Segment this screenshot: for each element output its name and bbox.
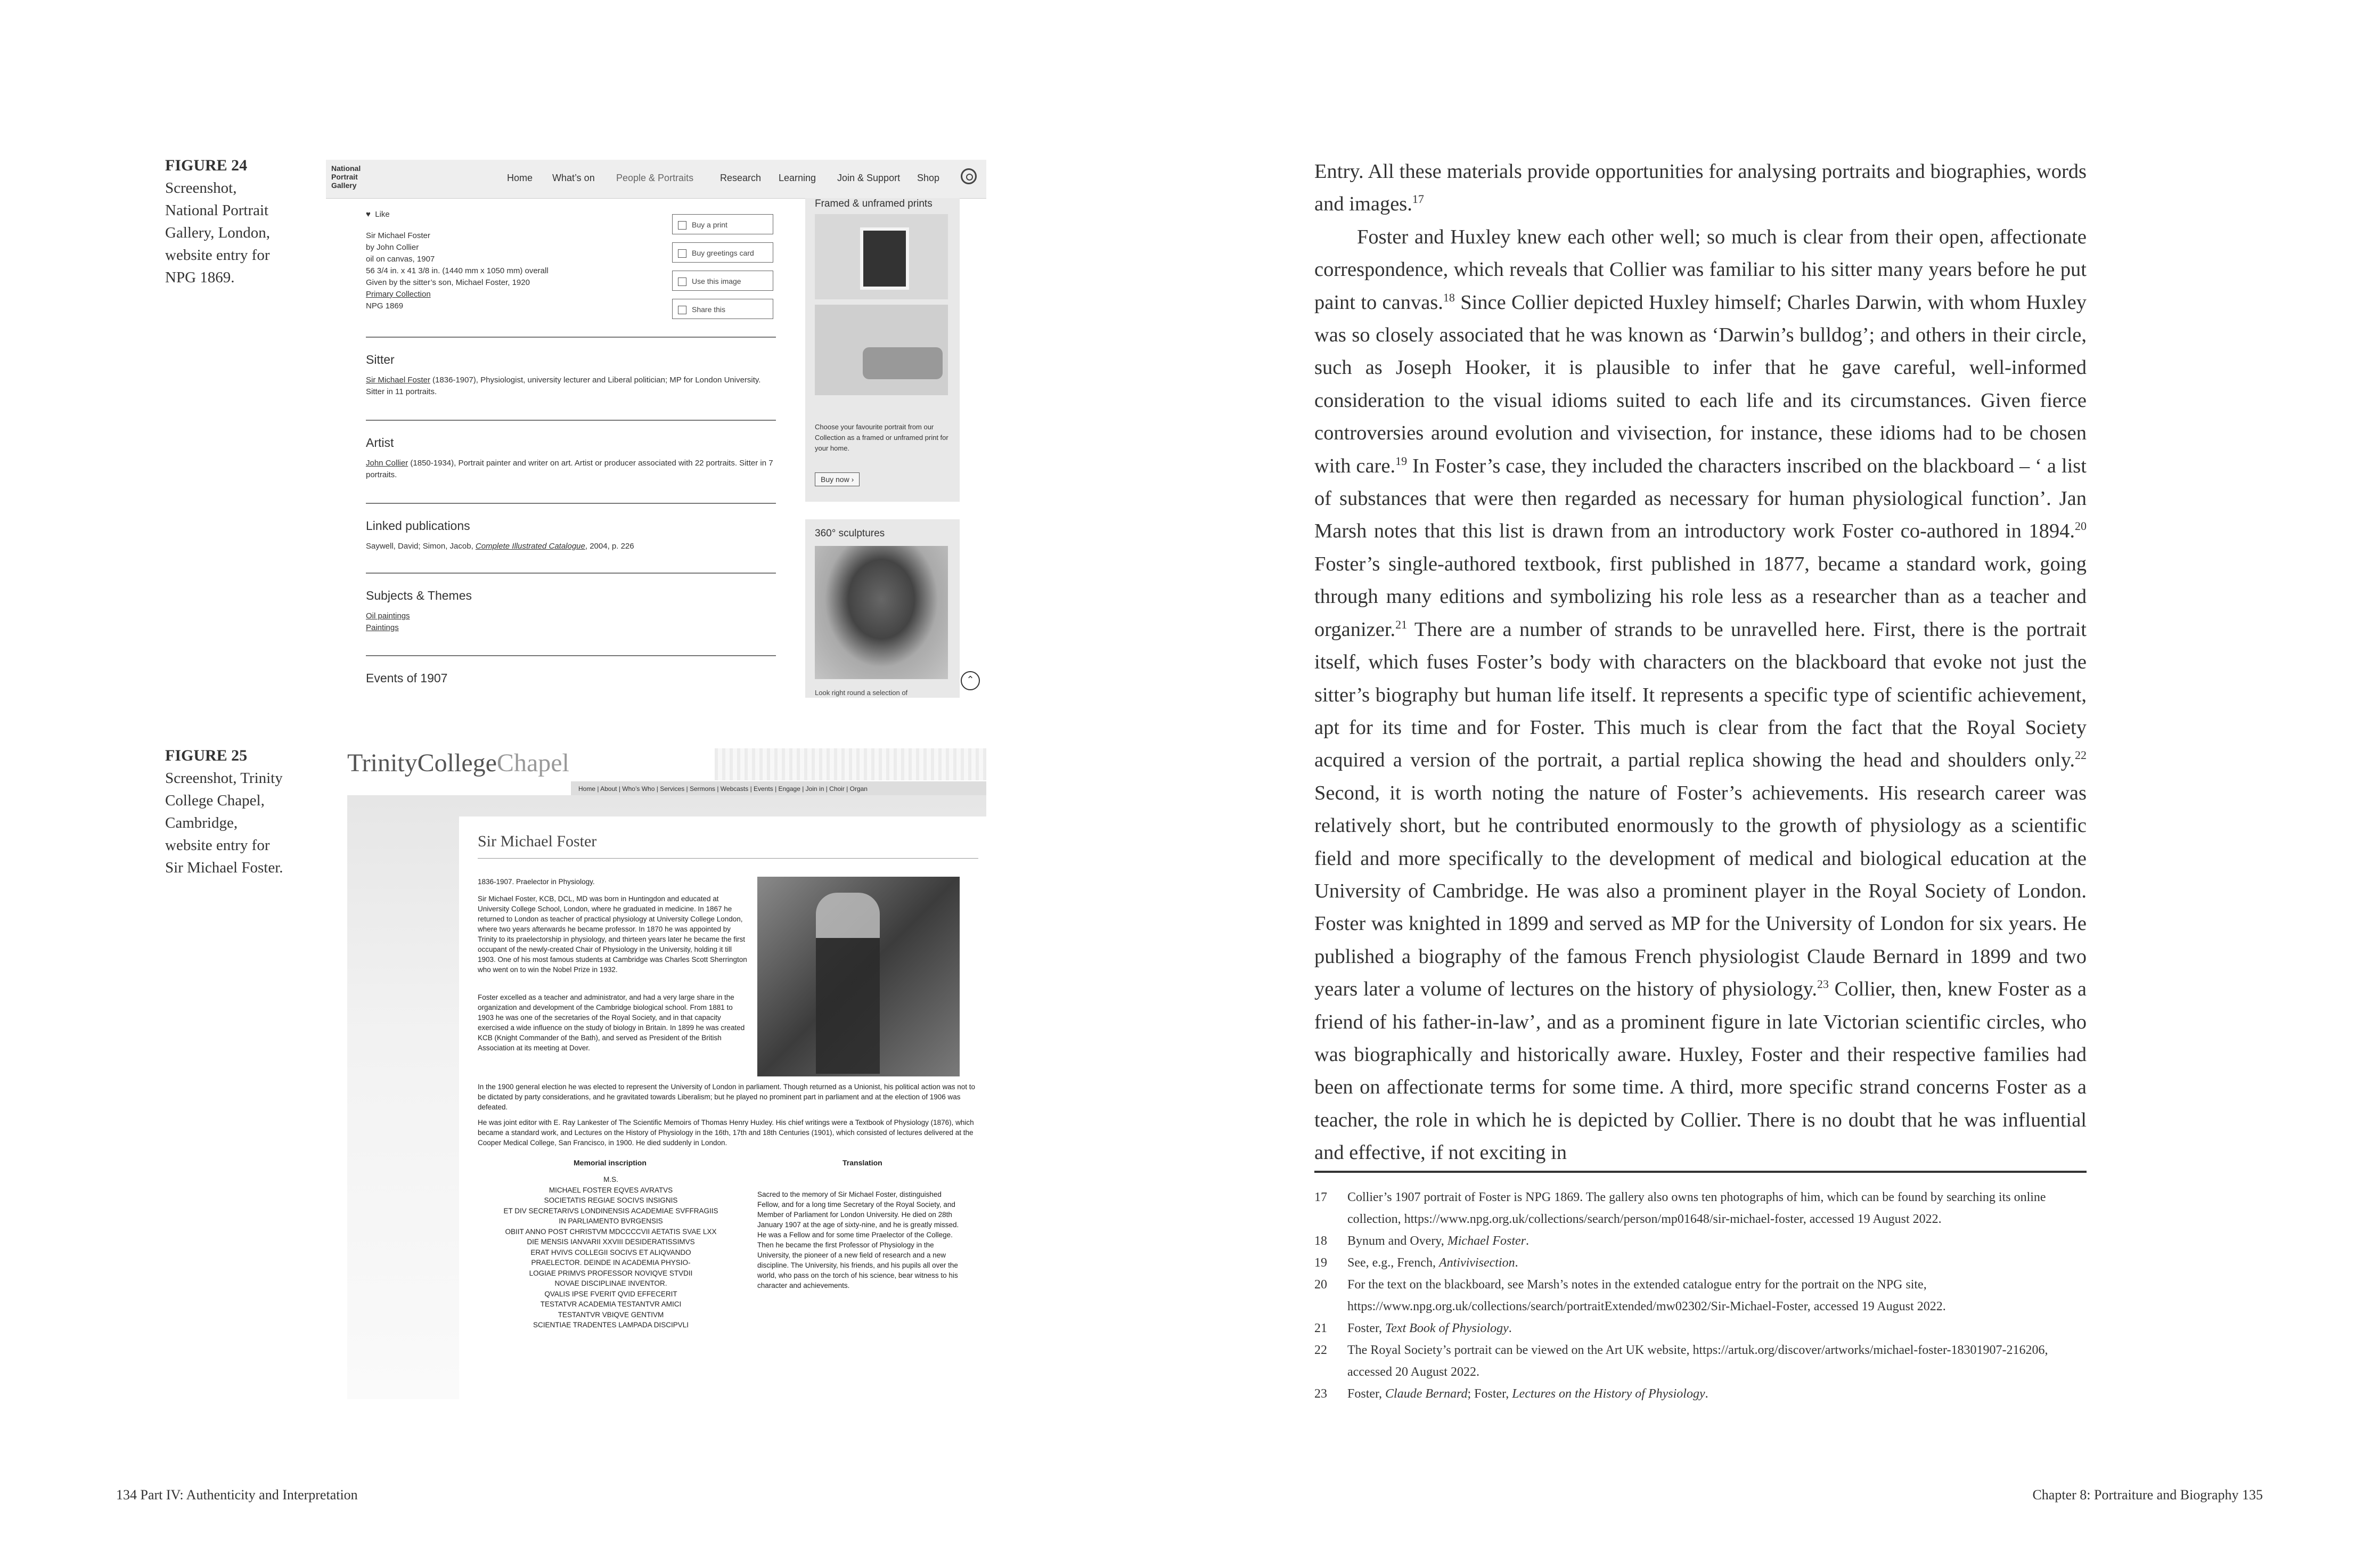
- section-heading: Events of 1907: [366, 671, 448, 685]
- sitter-link[interactable]: Sir Michael Foster: [366, 375, 430, 385]
- caption-line: National Portrait: [165, 202, 269, 219]
- catalogue-link[interactable]: Complete Illustrated Catalogue: [475, 542, 585, 551]
- detail-line: by John Collier: [366, 243, 419, 252]
- caption-line: Cambridge,: [165, 814, 238, 831]
- paragraph: Entry. All these materials provide opportunities for analysing portraits and biographies, words and images.$^{17}$: [1314, 160, 2087, 216]
- prints-panel: [805, 198, 960, 502]
- caption-line: Screenshot, Trinity: [165, 770, 283, 787]
- artist-text: (1850-1934), Portrait painter and writer on art. Artist or producer associated with 22 portraits. Sitter in 7 portraits.: [366, 459, 773, 479]
- site-nav[interactable]: Home | About | Who’s Who | Services | Sermons | Webcasts | Events | Engage | Join in | Choir | Organ: [571, 781, 986, 796]
- paragraph: 1836-1907. Praelector in Physiology.: [478, 878, 595, 886]
- footnote: 22 The Royal Society’s portrait can be viewed on the Art UK website, https://artuk.org/discover/artworks/michael-foster-18301907-216206, accessed 20 August 2022.: [1314, 1343, 2048, 1379]
- like-button[interactable]: [366, 209, 390, 221]
- scroll-up-icon[interactable]: ⌃: [961, 671, 980, 690]
- buy-card-button[interactable]: Buy greetings card: [672, 242, 773, 263]
- subject-link[interactable]: Paintings: [366, 623, 399, 632]
- detail-line: NPG 1869: [366, 301, 404, 311]
- nav-research[interactable]: Research: [720, 173, 762, 183]
- footnote-ref[interactable]: 19: [1395, 454, 1408, 468]
- sculptures-panel: [805, 519, 960, 698]
- subjects-section: [366, 573, 776, 634]
- caption-line: Sir Michael Foster.: [165, 859, 283, 876]
- interior-image: [815, 305, 948, 395]
- panel-text: Look right round a selection of: [815, 689, 908, 697]
- paragraph: He was joint editor with E. Ray Lankester of The Scientific Memoirs of Thomas Henry Huxley. His chief writings were a Textbook of Physiology (1876), which became a standard work, and Lectures on the History of Physiology in the 16th, 17th and 18th Centuries (1901), which consisted of lectures delivered at the Cooper Medical College, San Francisco, in 1900. He died suddenly in London.: [478, 1119, 974, 1147]
- caption-line: College Chapel,: [165, 792, 265, 809]
- nav-whats-on[interactable]: What’s on: [552, 173, 595, 183]
- paragraph: Foster excelled as a teacher and administrator, and had a very large share in the organization and development of the Cambridge biological school. From 1881 to 1903 he was one of the secretaries of the Royal Society, and in that capacity exercised a wide influence on the study of biology in Britain. In 1899 he was created KCB (Knight Commander of the Bath), and served as President of the British Association at its meeting at Dover.: [478, 993, 745, 1052]
- footnote-ref[interactable]: 17: [1412, 192, 1424, 206]
- print-icon: [678, 221, 686, 230]
- npg-logo[interactable]: National Portrait Gallery: [331, 164, 361, 190]
- detail-line: Given by the sitter’s son, Michael Foster, 1920: [366, 278, 530, 287]
- caption-line: Screenshot,: [165, 179, 237, 197]
- figure-label: FIGURE 25: [165, 747, 248, 764]
- page-title: Sir Michael Foster: [478, 832, 597, 850]
- right-folio: Chapter 8: Portraiture and Biography 135: [2032, 1487, 2263, 1503]
- section-heading: Linked publications: [366, 519, 470, 533]
- heart-icon: ♥: [366, 210, 371, 219]
- card-icon: [678, 249, 686, 258]
- nav-shop[interactable]: Shop: [917, 173, 940, 183]
- trinity-screenshot: [326, 748, 986, 1399]
- buy-now-button[interactable]: Buy now ›: [815, 472, 860, 486]
- panel-title: Framed & unframed prints: [815, 198, 933, 209]
- primary-collection-link[interactable]: Primary Collection: [366, 290, 431, 299]
- footnote-ref[interactable]: 23: [1817, 977, 1829, 991]
- nav-home[interactable]: Home: [507, 173, 533, 183]
- npg-screenshot: [326, 160, 986, 698]
- subject-link[interactable]: Oil paintings: [366, 611, 410, 621]
- footnote-ref[interactable]: 22: [2075, 748, 2087, 762]
- header-decoration: [715, 748, 986, 780]
- footnote: 17 Collier’s 1907 portrait of Foster is NPG 1869. The gallery also owns ten photographs of him, which can be found by searching its online collection, https://www.npg.org.uk/collections/search/person/mp01648/sir-michael-foster, accessed 19 August 2022.: [1314, 1190, 2046, 1226]
- caption-line: website entry for: [165, 837, 270, 854]
- panel-text: Choose your favourite portrait from our Collection as a framed or unframed print for your home.: [815, 423, 948, 452]
- figure-25-caption: [165, 745, 288, 879]
- search-icon[interactable]: [961, 168, 977, 184]
- image-icon: [678, 277, 686, 286]
- bust-image: [815, 546, 948, 679]
- footnote: 19 See, e.g., French, Antivivisection.: [1314, 1256, 1518, 1270]
- caption-line: NPG 1869.: [165, 269, 235, 286]
- memorial-heading: Memorial inscription: [574, 1158, 647, 1167]
- footnote-ref[interactable]: 20: [2075, 519, 2087, 533]
- detail-line: 56 3/4 in. x 41 3/8 in. (1440 mm x 1050 mm) overall: [366, 266, 549, 275]
- left-folio: 134 Part IV: Authenticity and Interpretation: [116, 1487, 358, 1503]
- footnote-ref[interactable]: 18: [1443, 290, 1455, 304]
- body-text: [1314, 156, 2087, 1170]
- figure-label: FIGURE 24: [165, 157, 248, 174]
- share-icon: [678, 306, 686, 314]
- nav-join-support[interactable]: Join & Support: [837, 173, 901, 183]
- artist-section: [366, 420, 776, 481]
- caption-line: website entry for: [165, 247, 270, 264]
- sitter-text: (1836-1907), Physiologist, university lecturer and Liberal politician; MP for London University. Sitter in 11 portraits.: [366, 375, 761, 396]
- paragraph: Foster and Huxley knew each other well; so much is clear from their open, affectionate correspondence, which reveals that Collier was familiar to his sitter many years before he put paint to canvas.$^{18}$ Since Collier depicted Huxley himself; Charles Darwin, with whom Huxley was so closely associated that he was known as ‘Darwin’s bulldog’; and others in their circle, such as Joseph Hooker, it is plausible to infer that he gave careful, well-informed consideration to the visual idioms suited to each life and its circumstances. Given fierce controversies around evolution and vivisection, for instance, these idioms had to be chosen with care.$^{19}$ In Foster’s case, they included the characters inscribed on the blackboard – ‘ a list of substances that were then regarded as necessary for human physiological function’. Jan Marsh notes that this list is drawn from an introductory work Foster co-authored in 1894.20 Foster’s single-authored textbook, first published in 1877, became a standard work, going through many editions and symbolizing his role less as a researcher than as a teacher and organizer.$^{21}$ There are a number of strands to be unravelled here. First, there is the portrait itself, which fuses Foster’s body with characters on the blackboard that evoke not just the sitter’s biography but human life itself. It represents a specific type of scientific achievement, apt for its time and for Foster. This much is clear from the fact that the Royal Society acquired a version of the portrait, a partial replica showing the head and shoulders only.$^{22}$ Second, it is worth noting the nature of Foster’s achievements. His research career was relatively short, but he contributed enormously to the growth of physiology as a scientific field and more specifically to the development of medical and biological education at the University of Cambridge. He was also a prominent player in the Royal Society of London. Foster was knighted in 1899 and served as MP for the University of London for six years. He published a biography of the famous French physiologist Claude Bernard in 1899 and two years later a volume of lectures on the history of physiology.$^{23}$ Collier, then, knew Foster as a friend of his father-in-law’, and as a prominent figure in late Victorian scientific circles, who was biographically and historically aware. Huxley, Foster and their respective families had been on affectionate terms for some time. A third, more specific strand concerns Foster as a teacher, the role in which he is depicted by Collier. There is no doubt that he was influential and effective, if not exciting in: [1314, 225, 2087, 1164]
- footnote: 23 Foster, Claude Bernard; Foster, Lectures on the History of Physiology.: [1314, 1387, 1708, 1401]
- article: [459, 817, 986, 1399]
- section-heading: Sitter: [366, 353, 395, 366]
- footnote-rule: [1314, 1171, 2087, 1173]
- nav-learning[interactable]: Learning: [779, 173, 816, 183]
- detail-line: Sir Michael Foster: [366, 231, 430, 240]
- content-area: [347, 795, 986, 1399]
- caption-line: Gallery, London,: [165, 224, 271, 241]
- translation-heading: Translation: [843, 1158, 882, 1167]
- section-heading: Subjects & Themes: [366, 589, 472, 602]
- buy-print-button[interactable]: Buy a print: [672, 214, 773, 234]
- foster-photo: [757, 877, 960, 1076]
- detail-line: oil on canvas, 1907: [366, 255, 435, 264]
- latin-inscription: M.S. MICHAEL FOSTER EQVES AVRATVS SOCIETATIS REGIAE SOCIVS INSIGNIS ET DIV SECRETARIVS LONDINENSIS ACADEMIAE SVFFRAGIIS IN PARLIAMENTO BVRGENSIS OBIIT ANNO POST CHRISTVM MDCCCCVII AETATIS SVAE LXX DIE MENSIS IANVARII XXVIII DESIDERATISSIMVS ERAT HVIVS COLLEGII SOCIVS ET ALIQVANDO PRAELECTOR. DEINDE IN ACADEMIA PHYSIO- LOGIAE PRIMVS PROFESSOR NOVIQVE STVDII NOVAE DISCIPLINAE INVENTOR. QVALIS IPSE FVERIT QVID EFFECERIT TESTATVR ACADEMIA TESTANTVR AMICI TESTANTVR VBIQVE GENTIVM SCIENTIAE TRADENTES LAMPADA DISCIPVLI: [503, 1176, 718, 1329]
- paragraph: In the 1900 general election he was elected to represent the University of London in parliament. Though returned as a Unionist, his political action was not to be dictated by party considerations, and he gravitated towards Liberalism; but he played no prominent part in parliament and at the election of 1906 was defeated.: [478, 1083, 976, 1111]
- site-title[interactable]: TrinityCollegeChapel: [347, 749, 569, 777]
- translation-text: Sacred to the memory of Sir Michael Foster, distinguished Fellow, and for a long time Secretary of the Royal Society, and Member of Parliament for London University. He died on 28th January 1907 at the age of sixty-nine, and he is greatly missed. He was a Fellow and for some time Praelector of the College. Then he became the first Professor of Physiology in the University, the pioneer of a new field of research and a new discipline. The University, his friends, and his pupils all over the world, who pass on the torch of his science, bear witness to his character and achievements.: [757, 1190, 959, 1289]
- figure-24-caption: [165, 154, 288, 289]
- panel-title: 360° sculptures: [815, 528, 885, 539]
- use-image-button[interactable]: Use this image: [672, 271, 773, 291]
- framed-print-image: [815, 214, 948, 299]
- footnote: 20 For the text on the blackboard, see Marsh’s notes in the extended catalogue entry for the portrait on the NPG site, https://www.npg.org.uk/collections/search/portraitExtended/mw02302/Sir-Michael-Foster, accessed 19 August 2022.: [1314, 1278, 1946, 1313]
- npg-header: [326, 160, 986, 199]
- paragraph: Sir Michael Foster, KCB, DCL, MD was born in Huntingdon and educated at University College School, London, where he graduated in medicine. In 1867 he returned to London as teacher of practical physiology at University College London, where two years afterwards he became professor. In 1870 he was appointed by Trinity to its praelectorship in physiology, and thirteen years later he became the first occupant of the newly-created Chair of Physiology in the University, holding it till 1903. One of his most famous students at Cambridge was Charles Scott Sherrington who went on to win the Nobel Prize in 1932.: [478, 895, 747, 974]
- nav-people-portraits[interactable]: People & Portraits: [616, 173, 694, 183]
- artist-link[interactable]: John Collier: [366, 459, 408, 468]
- footnote: 21 Foster, Text Book of Physiology.: [1314, 1321, 1512, 1335]
- footnote-ref[interactable]: 21: [1395, 617, 1408, 631]
- like-label: Like: [375, 210, 390, 219]
- footnote: 18 Bynum and Overy, Michael Foster.: [1314, 1234, 1530, 1248]
- portrait-details: [366, 230, 664, 312]
- section-heading: Artist: [366, 436, 394, 450]
- linked-publications-section: Linked publications Saywell, David; Simon, Jacob, Complete Illustrated Catalogue, 2004, p. 226: [366, 503, 776, 552]
- share-button[interactable]: Share this: [672, 299, 773, 319]
- events-section: [366, 655, 776, 685]
- sitter-section: [366, 337, 776, 398]
